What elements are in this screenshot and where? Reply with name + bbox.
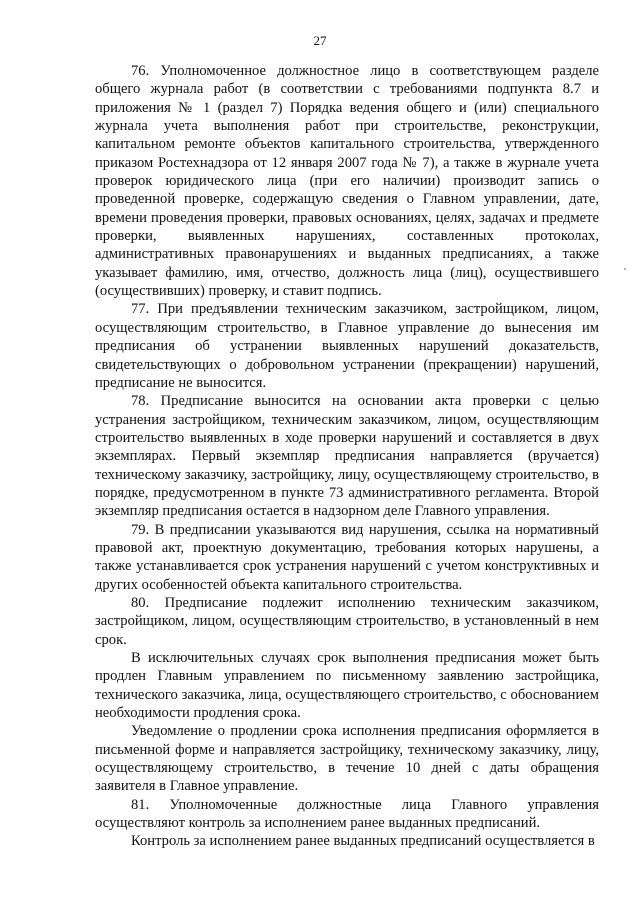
document-body [95,62,599,851]
page-number: 27 [313,33,327,48]
scan-speck [624,268,626,270]
paragraph-78: 78. Предписание выносится на основании акта проверки с целью устранения застройщиком, техническим заказчиком, лицом, осуществляющим строительство выявленных в ходе проверки нарушений и составляется в двух экземплярах. Первый экземпляр предписания направляется (вручается) техническому заказчику, застройщику, лицу, осуществляющему строительство, в порядке, предусмотренном в пункте 73 административного регламента. Второй экземпляр предписания остается в надзорном деле Главного управления. [95,393,599,520]
paragraph-80-extension: В исключительных случаях срок выполнения предписания может быть продлен Главным управлением по письменному заявлению застройщика, технического заказчика, лица, осуществляющего строительство, с обоснованием необходимости продления срока. [95,650,599,722]
paragraph-80-notice: Уведомление о продлении срока исполнения предписания оформляется в письменной форме и направляется застройщику, техническому заказчику, лицу, осуществляющему строительство, в течение 10 дней с даты обращения заявителя в Главное управление. [95,723,599,795]
paragraph-81-continuation: Контроль за исполнением ранее выданных предписаний осуществляется в [131,833,595,850]
paragraph-79: 79. В предписании указываются вид нарушения, ссылка на нормативный правовой акт, проектную документацию, требования которых нарушены, а также устанавливается срок устранения нарушений с учетом конструктивных и других особенностей объекта капитального строительства. [95,521,599,593]
paragraph-76: 76. Уполномоченное должностное лицо в соответствующем разделе общего журнала работ (в соответствии с требованиями подпункта 8.7 и приложения № 1 (раздел 7) Порядка ведения общего и (или) специального журнала учета выполнения работ при строительстве, реконструкции, капитальном ремонте объектов капитального строительства, утвержденного приказом Ростехнадзора от 12 января 2007 года № 7), а также в журнале учета проверок юридического лица (при его наличии) производит запись о проведенной проверке, содержащую сведения о Главном управлении, дате, времени проведения проверки, правовых основаниях, целях, задачах и предмете проверки, выявленных нарушениях, составленных протоколах, административных правонарушениях и выданных предписаниях, а также указывает фамилию, имя, отчество, должность лица (лиц), осуществившего (осуществивших) проверку, и ставит подпись. [95,63,599,300]
paragraph-80: 80. Предписание подлежит исполнению техническим заказчиком, застройщиком, лицом, осуществляющим строительство, в установленный в нем срок. [95,594,599,648]
paragraph-81: 81. Уполномоченные должностные лица Главного управления осуществляют контроль за исполнением ранее выданных предписаний. [95,796,599,832]
paragraph-77: 77. При предъявлении техническим заказчиком, застройщиком, лицом, осуществляющим строительство, в Главное управление до вынесения им предписания об устранении выявленных нарушений доказательств, свидетельствующих о добровольном устранении (прекращении) нарушений, предписание не выносится. [95,301,599,391]
